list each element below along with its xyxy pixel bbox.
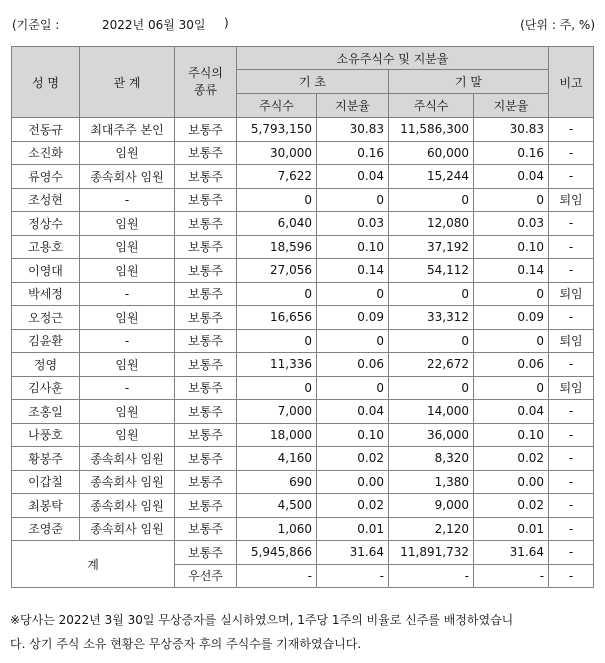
cell-end-shares: 15,244 <box>389 165 474 189</box>
cell-begin-ratio: 0.16 <box>317 141 389 165</box>
table-row <box>12 306 594 330</box>
col-relation-header: 관 계 <box>80 47 175 118</box>
cell-begin-shares: 0 <box>237 376 317 400</box>
cell-relation: 임원 <box>80 353 175 377</box>
cell-begin-ratio: 30.83 <box>317 118 389 142</box>
col-name-header: 성 명 <box>12 47 80 118</box>
cell-note: - <box>549 165 594 189</box>
cell-end-shares: 36,000 <box>389 423 474 447</box>
cell-name: 정상수 <box>12 212 80 236</box>
table-row <box>12 235 594 259</box>
cell-type: 보통주 <box>175 376 237 400</box>
table-row <box>12 447 594 471</box>
cell-begin-shares: 7,000 <box>237 400 317 424</box>
cell-end-ratio: 0.01 <box>474 517 549 541</box>
col-note-header: 비고 <box>549 47 594 118</box>
base-date-close: ) <box>224 16 229 30</box>
cell-note: - <box>549 541 594 565</box>
shareholding-table <box>11 46 594 588</box>
cell-relation: 종속회사 임원 <box>80 470 175 494</box>
cell-begin-ratio: 0.03 <box>317 212 389 236</box>
cell-name: 이갑칠 <box>12 470 80 494</box>
cell-begin-shares: 30,000 <box>237 141 317 165</box>
cell-type: 보통주 <box>175 235 237 259</box>
cell-begin-shares: 18,000 <box>237 423 317 447</box>
cell-note: - <box>549 118 594 142</box>
table-row <box>12 329 594 353</box>
cell-name: 조홍일 <box>12 400 80 424</box>
stock-type-header-text: 주식의 종류 <box>188 66 223 97</box>
cell-type: 보통주 <box>175 329 237 353</box>
footnote-line-1: ※당사는 2022년 3월 30일 무상증자를 실시하였으며, 1주당 1주의 비율로 신주를 배정하였습니 <box>10 613 514 627</box>
cell-name: 소진화 <box>12 141 80 165</box>
col-begin-shares-header: 주식수 <box>237 94 317 118</box>
table-row <box>12 376 594 400</box>
cell-end-ratio: 0 <box>474 282 549 306</box>
cell-begin-shares: 4,500 <box>237 494 317 518</box>
cell-begin-ratio: 0 <box>317 376 389 400</box>
cell-name: 최봉탁 <box>12 494 80 518</box>
cell-begin-shares: 18,596 <box>237 235 317 259</box>
cell-relation: 임원 <box>80 306 175 330</box>
cell-end-ratio: 0.03 <box>474 212 549 236</box>
cell-end-shares: 11,891,732 <box>389 541 474 565</box>
table-row <box>12 517 594 541</box>
cell-type: 보통주 <box>175 470 237 494</box>
col-begin-header: 기 초 <box>237 70 389 94</box>
table-row <box>12 212 594 236</box>
col-begin-ratio-header: 지분율 <box>317 94 389 118</box>
table-row <box>12 353 594 377</box>
cell-name: 오정근 <box>12 306 80 330</box>
cell-begin-ratio: 0 <box>317 329 389 353</box>
cell-end-ratio: - <box>474 564 549 588</box>
cell-note: - <box>549 353 594 377</box>
cell-note: 퇴임 <box>549 282 594 306</box>
cell-end-ratio: 0.14 <box>474 259 549 283</box>
cell-begin-ratio: 0.02 <box>317 447 389 471</box>
table-row <box>12 118 594 142</box>
cell-name: 조영준 <box>12 517 80 541</box>
cell-end-ratio: 0 <box>474 376 549 400</box>
cell-begin-shares: 27,056 <box>237 259 317 283</box>
cell-begin-ratio: 0.10 <box>317 235 389 259</box>
cell-name: 나풍호 <box>12 423 80 447</box>
cell-type: 보통주 <box>175 447 237 471</box>
cell-relation: - <box>80 188 175 212</box>
cell-begin-ratio: - <box>317 564 389 588</box>
cell-relation: 임원 <box>80 141 175 165</box>
cell-relation: 종속회사 임원 <box>80 447 175 471</box>
table-row <box>12 141 594 165</box>
cell-begin-ratio: 0.09 <box>317 306 389 330</box>
cell-end-ratio: 0.10 <box>474 423 549 447</box>
table-row <box>12 470 594 494</box>
cell-note: - <box>549 259 594 283</box>
cell-type: 보통주 <box>175 400 237 424</box>
cell-begin-shares: 7,622 <box>237 165 317 189</box>
cell-name: 전동규 <box>12 118 80 142</box>
cell-type: 보통주 <box>175 306 237 330</box>
table-row <box>12 282 594 306</box>
cell-note: 퇴임 <box>549 329 594 353</box>
cell-begin-shares: - <box>237 564 317 588</box>
cell-type: 보통주 <box>175 212 237 236</box>
cell-begin-ratio: 0.00 <box>317 470 389 494</box>
cell-note: - <box>549 306 594 330</box>
cell-end-shares: 0 <box>389 376 474 400</box>
cell-begin-ratio: 0.06 <box>317 353 389 377</box>
cell-end-shares: 14,000 <box>389 400 474 424</box>
cell-end-shares: 37,192 <box>389 235 474 259</box>
table-caption <box>12 16 595 36</box>
base-date-label: (기준일 : <box>12 18 60 32</box>
cell-begin-ratio: 0 <box>317 282 389 306</box>
cell-begin-ratio: 0.04 <box>317 165 389 189</box>
cell-name: 류영수 <box>12 165 80 189</box>
table-row <box>12 494 594 518</box>
cell-relation: 임원 <box>80 423 175 447</box>
table-row <box>12 188 594 212</box>
cell-end-ratio: 0 <box>474 188 549 212</box>
cell-note: - <box>549 517 594 541</box>
cell-end-shares: 11,586,300 <box>389 118 474 142</box>
cell-relation: 종속회사 임원 <box>80 517 175 541</box>
cell-end-ratio: 0 <box>474 329 549 353</box>
table-row <box>12 423 594 447</box>
footnote <box>10 608 600 656</box>
table-row <box>12 259 594 283</box>
total-label: 계 <box>12 541 175 588</box>
cell-end-shares: 60,000 <box>389 141 474 165</box>
cell-end-shares: 33,312 <box>389 306 474 330</box>
cell-begin-shares: 690 <box>237 470 317 494</box>
unit-label: (단위 : 주, %) <box>520 18 595 32</box>
cell-end-ratio: 0.16 <box>474 141 549 165</box>
cell-name: 조성현 <box>12 188 80 212</box>
cell-begin-ratio: 0 <box>317 188 389 212</box>
cell-relation: - <box>80 376 175 400</box>
col-stock-type-header <box>175 47 237 118</box>
cell-begin-shares: 0 <box>237 188 317 212</box>
table-row <box>12 400 594 424</box>
cell-note: - <box>549 212 594 236</box>
cell-begin-ratio: 0.02 <box>317 494 389 518</box>
cell-relation: 임원 <box>80 259 175 283</box>
cell-note: 퇴임 <box>549 188 594 212</box>
cell-end-shares: 0 <box>389 282 474 306</box>
cell-begin-ratio: 0.10 <box>317 423 389 447</box>
cell-relation: 종속회사 임원 <box>80 165 175 189</box>
cell-note: - <box>549 235 594 259</box>
cell-relation: 최대주주 본인 <box>80 118 175 142</box>
cell-begin-shares: 6,040 <box>237 212 317 236</box>
cell-name: 고용호 <box>12 235 80 259</box>
cell-end-ratio: 0.04 <box>474 165 549 189</box>
cell-end-ratio: 31.64 <box>474 541 549 565</box>
cell-type: 보통주 <box>175 259 237 283</box>
cell-type: 보통주 <box>175 165 237 189</box>
cell-end-ratio: 0.02 <box>474 447 549 471</box>
cell-type: 보통주 <box>175 353 237 377</box>
cell-end-shares: 12,080 <box>389 212 474 236</box>
cell-begin-ratio: 0.14 <box>317 259 389 283</box>
cell-end-shares: 2,120 <box>389 517 474 541</box>
cell-end-ratio: 0.04 <box>474 400 549 424</box>
cell-begin-ratio: 0.01 <box>317 517 389 541</box>
cell-relation: 임원 <box>80 212 175 236</box>
cell-name: 황봉주 <box>12 447 80 471</box>
table-row <box>12 165 594 189</box>
cell-note: - <box>549 423 594 447</box>
cell-begin-shares: 4,160 <box>237 447 317 471</box>
cell-note: - <box>549 141 594 165</box>
col-end-shares-header: 주식수 <box>389 94 474 118</box>
cell-type: 보통주 <box>175 118 237 142</box>
table-body <box>12 118 594 588</box>
cell-note: - <box>549 470 594 494</box>
cell-begin-shares: 0 <box>237 282 317 306</box>
cell-name: 김사훈 <box>12 376 80 400</box>
cell-name: 박세정 <box>12 282 80 306</box>
cell-begin-ratio: 31.64 <box>317 541 389 565</box>
cell-relation: - <box>80 282 175 306</box>
col-group-header: 소유주식수 및 지분율 <box>237 47 549 70</box>
cell-relation: 종속회사 임원 <box>80 494 175 518</box>
cell-note: - <box>549 494 594 518</box>
cell-end-ratio: 30.83 <box>474 118 549 142</box>
cell-type: 보통주 <box>175 423 237 447</box>
cell-relation: 임원 <box>80 235 175 259</box>
cell-name: 김윤환 <box>12 329 80 353</box>
cell-end-shares: 1,380 <box>389 470 474 494</box>
cell-end-shares: 0 <box>389 188 474 212</box>
cell-name: 정영 <box>12 353 80 377</box>
cell-note: - <box>549 447 594 471</box>
cell-end-ratio: 0.06 <box>474 353 549 377</box>
cell-end-shares: 9,000 <box>389 494 474 518</box>
cell-end-shares: 22,672 <box>389 353 474 377</box>
cell-end-shares: - <box>389 564 474 588</box>
cell-type: 보통주 <box>175 282 237 306</box>
cell-begin-ratio: 0.04 <box>317 400 389 424</box>
cell-begin-shares: 16,656 <box>237 306 317 330</box>
cell-note: 퇴임 <box>549 376 594 400</box>
cell-end-ratio: 0.10 <box>474 235 549 259</box>
cell-type: 보통주 <box>175 141 237 165</box>
col-end-ratio-header: 지분율 <box>474 94 549 118</box>
total-row-common <box>12 541 594 565</box>
cell-end-ratio: 0.02 <box>474 494 549 518</box>
cell-begin-shares: 1,060 <box>237 517 317 541</box>
cell-end-shares: 8,320 <box>389 447 474 471</box>
cell-begin-shares: 11,336 <box>237 353 317 377</box>
cell-begin-shares: 5,793,150 <box>237 118 317 142</box>
footnote-line-2: 다. 상기 주식 소유 현황은 무상증자 후의 주식수를 기재하였습니다. <box>10 637 362 651</box>
cell-begin-shares: 0 <box>237 329 317 353</box>
cell-name: 이영대 <box>12 259 80 283</box>
cell-type: 보통주 <box>175 541 237 565</box>
cell-type: 보통주 <box>175 517 237 541</box>
cell-type: 보통주 <box>175 494 237 518</box>
cell-end-shares: 54,112 <box>389 259 474 283</box>
base-date-value: 2022년 06월 30일 <box>102 18 206 32</box>
cell-relation: 임원 <box>80 400 175 424</box>
cell-begin-shares: 5,945,866 <box>237 541 317 565</box>
cell-type: 우선주 <box>175 564 237 588</box>
cell-end-ratio: 0.00 <box>474 470 549 494</box>
cell-end-ratio: 0.09 <box>474 306 549 330</box>
cell-type: 보통주 <box>175 188 237 212</box>
col-end-header: 기 말 <box>389 70 549 94</box>
cell-end-shares: 0 <box>389 329 474 353</box>
cell-note: - <box>549 564 594 588</box>
cell-relation: - <box>80 329 175 353</box>
cell-note: - <box>549 400 594 424</box>
